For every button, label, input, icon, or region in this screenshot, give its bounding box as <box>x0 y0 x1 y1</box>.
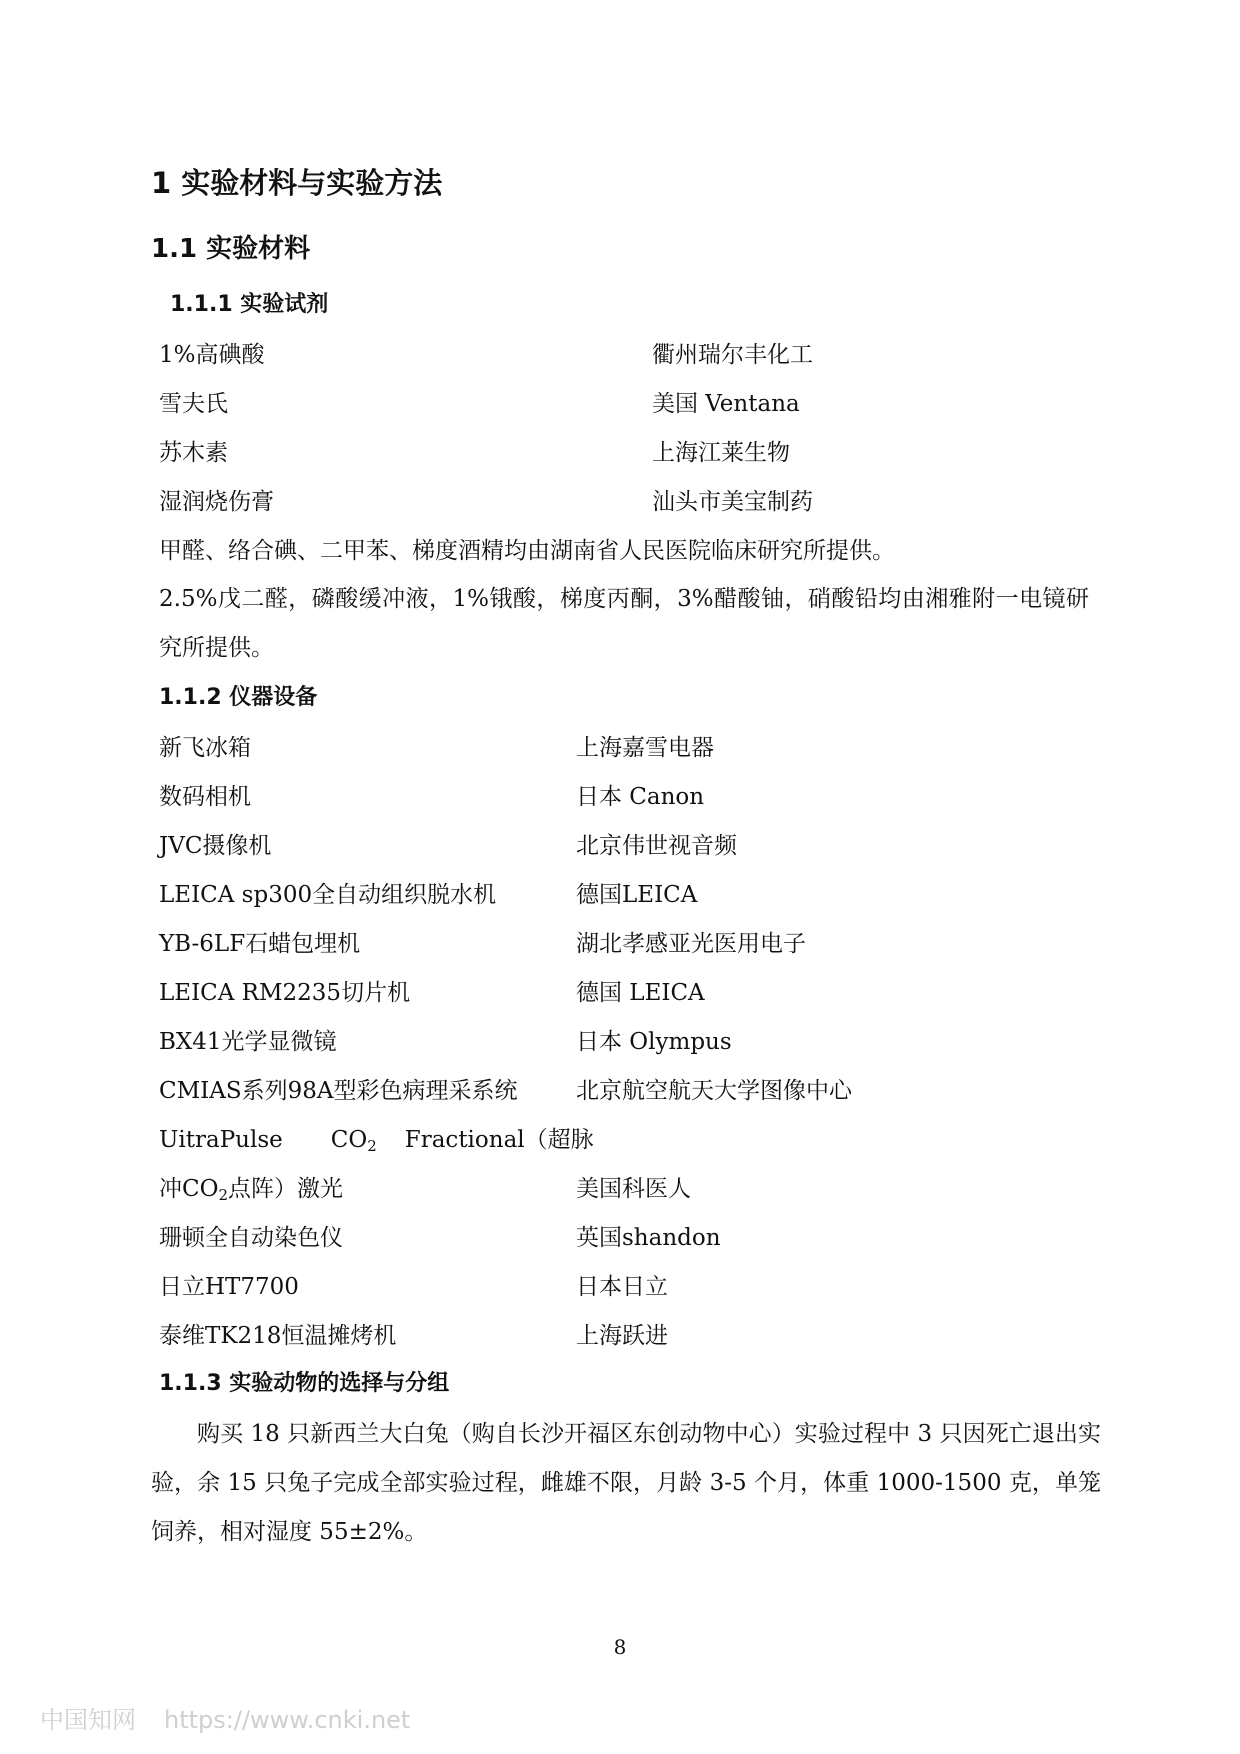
equipment-name: 日立HT7700 <box>159 1274 299 1300</box>
equipment-name: LEICA sp300全自动组织脱水机 <box>159 882 497 908</box>
reagent-name: 苏木素 <box>159 440 228 466</box>
equipment-source: 上海嘉雪电器 <box>576 735 714 761</box>
equipment-source: 美国科医人 <box>576 1176 691 1202</box>
reagent-name: 1%高碘酸 <box>159 342 265 368</box>
watermark-brand: 中国知网 <box>40 1706 136 1734</box>
page-number: 8 <box>613 1635 627 1659</box>
equipment-source: 日本 Olympus <box>576 1029 732 1055</box>
chapter-heading: 1 实验材料与实验方法 <box>151 166 443 200</box>
equipment-source: 上海跃进 <box>576 1323 668 1349</box>
reagent-source: 汕头市美宝制药 <box>652 489 813 515</box>
laser-co: CO <box>330 1127 368 1153</box>
equipment-source: 德国 LEICA <box>576 980 705 1006</box>
equipment-source: 日本日立 <box>576 1274 668 1300</box>
equipment-name: 数码相机 <box>159 784 251 810</box>
equipment-name: LEICA RM2235切片机 <box>159 980 411 1006</box>
reagent-note: 2.5%戊二醛，磷酸缓冲液，1%锇酸，梯度丙酮，3%醋酸铀，硝酸铅均由湘雅附一电镜研究所提供。 <box>159 586 1089 661</box>
equipment-name: 新飞冰箱 <box>159 735 251 761</box>
watermark-url: https://www.cnki.net <box>164 1706 411 1734</box>
reagent-name: 湿润烧伤膏 <box>159 489 274 515</box>
laser-line2-a: 冲CO <box>159 1176 219 1202</box>
laser-fractional: Fractional（超脉 <box>404 1127 594 1153</box>
laser-brand: UitraPulse <box>159 1127 283 1153</box>
watermark <box>40 1700 410 1735</box>
animals-paragraph: 购买 18 只新西兰大白兔（购自长沙开福区东创动物中心）实验过程中 3 只因死亡退出实验，余 15 只兔子完成全部实验过程，雌雄不限，月龄 3-5 个月，体重 1000-1500 克，单笼饲养，相对湿度 55±2%。 <box>151 1421 1101 1545</box>
reagent-source: 美国 Ventana <box>652 391 800 417</box>
laser-line2-sub: 2 <box>218 1186 229 1204</box>
laser-name-line1 <box>159 1125 594 1155</box>
equipment-source: 德国LEICA <box>576 882 698 908</box>
equipment-source: 北京伟世视音频 <box>576 833 737 859</box>
equipment-name: BX41光学显微镜 <box>159 1029 337 1055</box>
reagent-name: 雪夫氏 <box>159 391 228 417</box>
reagent-note: 甲醛、络合碘、二甲苯、梯度酒精均由湖南省人民医院临床研究所提供。 <box>159 538 895 564</box>
reagent-source: 上海江莱生物 <box>652 440 790 466</box>
equipment-name: 珊顿全自动染色仪 <box>159 1225 343 1251</box>
section-heading: 1.1 实验材料 <box>151 234 311 264</box>
equipment-name: YB-6LF石蜡包埋机 <box>159 931 361 957</box>
equipment-source: 英国shandon <box>576 1225 721 1251</box>
laser-name-line2 <box>159 1174 343 1204</box>
laser-co-sub: 2 <box>367 1137 377 1155</box>
equipment-name: 泰维TK218恒温摊烤机 <box>159 1323 397 1349</box>
equipment-heading: 1.1.2 仪器设备 <box>159 685 318 710</box>
equipment-name: JVC摄像机 <box>159 833 272 859</box>
equipment-name: CMIAS系列98A型彩色病理采系统 <box>159 1078 518 1104</box>
equipment-source: 湖北孝感亚光医用电子 <box>576 931 806 957</box>
reagent-source: 衢州瑞尔丰化工 <box>652 342 813 368</box>
equipment-source: 北京航空航天大学图像中心 <box>576 1078 852 1104</box>
reagents-heading: 1.1.1 实验试剂 <box>170 292 329 317</box>
laser-line2-b: 点阵）激光 <box>228 1176 344 1202</box>
equipment-source: 日本 Canon <box>576 784 705 810</box>
animals-heading: 1.1.3 实验动物的选择与分组 <box>159 1371 450 1396</box>
